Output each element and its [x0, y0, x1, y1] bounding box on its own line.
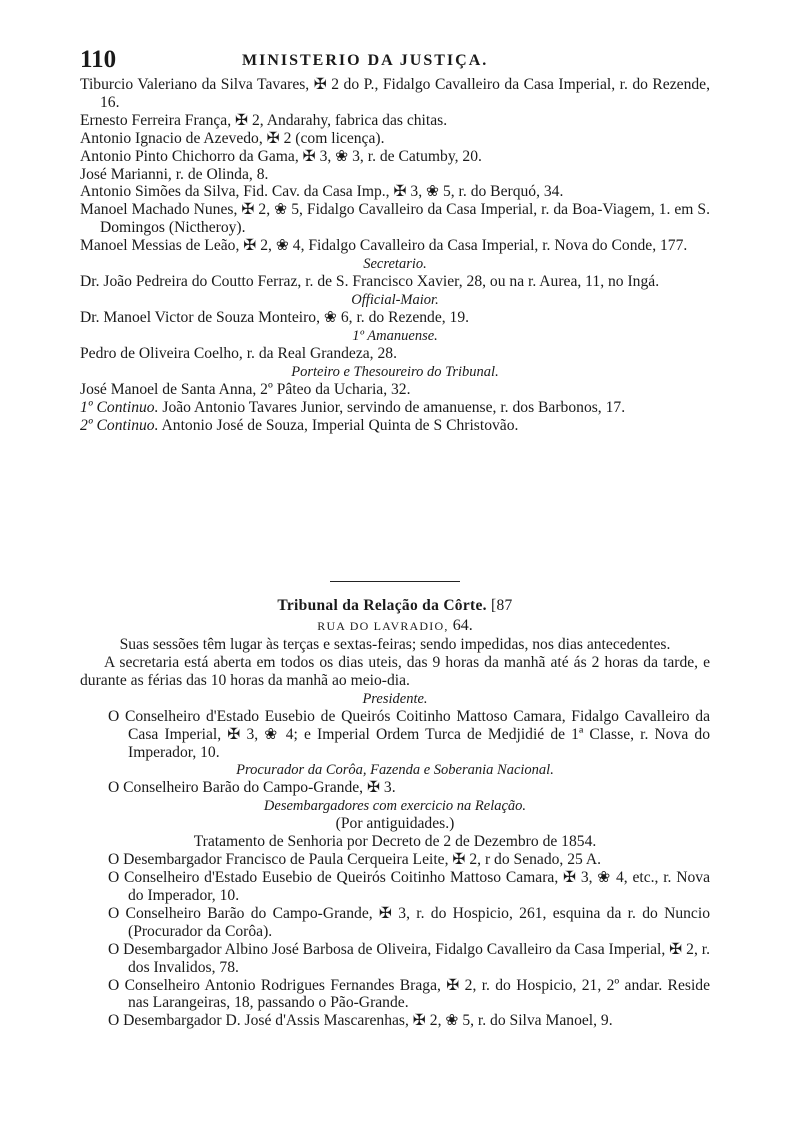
section-heading-amanuense: 1º Amanuense.	[352, 327, 438, 344]
staff-list	[80, 76, 710, 435]
list-item: O Desembargador D. José d'Assis Mascarenhas, ✠ 2, ❀ 5, r. do Silva Manoel, 9.	[108, 1012, 613, 1030]
secretaria-text: A secretaria está aberta em todos os dias uteis, das 9 horas da manhã até ás 2 horas da tarde, e durante as férias das 10 horas da manhã ao meio-dia.	[80, 653, 710, 689]
list-item: Tiburcio Valeriano da Silva Tavares, ✠ 2 do P., Fidalgo Cavalleiro da Casa Imperial, r. do Rezende, 16.	[80, 76, 710, 111]
running-title: MINISTERIO DA JUSTIÇA.	[242, 52, 489, 69]
list-item: O Conselheiro Barão do Campo-Grande, ✠ 3, r. do Hospicio, 261, esquina da r. do Nuncio (Procurador da Corôa).	[108, 904, 710, 940]
continuo-text: Antonio José de Souza, Imperial Quinta de S Christovão.	[161, 416, 519, 434]
sessions-text: Suas sessões têm lugar às terças e sextas-feiras; sendo impedidas, nos dias antecedentes.	[119, 636, 671, 653]
continuo-label: 2º Continuo.	[80, 416, 159, 434]
section-divider	[330, 581, 460, 582]
list-item: Antonio Pinto Chichorro da Gama, ✠ 3, ❀ 3, r. de Catumby, 20.	[80, 147, 482, 165]
tratamento-note: Tratamento de Senhoria por Decreto de 2 de Dezembro de 1854.	[193, 833, 597, 851]
list-item: Manoel Messias de Leão, ✠ 2, ❀ 4, Fidalgo Cavalleiro da Casa Imperial, r. Nova do Conde, 177.	[80, 237, 688, 255]
list-item: Pedro de Oliveira Coelho, r. da Real Grandeza, 28.	[80, 344, 397, 362]
section-heading-secretario: Secretario.	[363, 256, 427, 273]
continuo-text: João Antonio Tavares Junior, servindo de amanuense, r. dos Barbonos, 17.	[162, 398, 626, 416]
tribunal-address	[80, 616, 710, 636]
section-heading-official-maior: Official-Maior.	[351, 291, 439, 308]
list-item	[80, 399, 710, 417]
list-item: Antonio Simões da Silva, Fid. Cav. da Casa Imp., ✠ 3, ❀ 5, r. do Berquó, 34.	[80, 183, 564, 201]
list-item: O Conselheiro d'Estado Eusebio de Queirós Coitinho Mattoso Camara, Fidalgo Cavalleiro da Casa Imperial, ✠ 3, ❀ 4; e Imperial Ordem Turca de Medjidié de 1ª Classe, r. Nova do Imperador, 10.	[108, 707, 710, 761]
tribunal-section	[80, 561, 710, 1030]
list-item: O Conselheiro Barão do Campo-Grande, ✠ 3.	[108, 779, 396, 797]
section-heading-desembargadores: Desembargadores com exercicio na Relação.	[263, 798, 527, 815]
list-item: Ernesto Ferreira França, ✠ 2, Andarahy, fabrica das chitas.	[80, 111, 448, 129]
page-number: 110	[80, 46, 117, 73]
street-number: 64.	[452, 617, 473, 634]
antiguidades-note: (Por antiguidades.)	[335, 815, 455, 833]
page-header	[80, 46, 720, 76]
list-item: Antonio Ignacio de Azevedo, ✠ 2 (com licença).	[80, 129, 385, 147]
tribunal-title	[80, 596, 710, 616]
list-item: Dr. Manoel Victor de Souza Monteiro, ❀ 6, r. do Rezende, 19.	[80, 308, 470, 326]
list-item	[80, 417, 710, 435]
list-item: O Desembargador Francisco de Paula Cerqueira Leite, ✠ 2, r do Senado, 25 A.	[108, 851, 602, 869]
list-item: José Manoel de Santa Anna, 2º Pâteo da Ucharia, 32.	[80, 380, 411, 398]
section-heading-procurador: Procurador da Corôa, Fazenda e Soberania Nacional.	[236, 762, 554, 779]
section-heading-porteiro: Porteiro e Thesoureiro do Tribunal.	[291, 363, 499, 380]
tribunal-note: [87	[491, 597, 513, 614]
list-item: O Conselheiro d'Estado Eusebio de Queirós Coitinho Mattoso Camara, ✠ 3, ❀ 4, etc., r. Nova do Imperador, 10.	[108, 869, 710, 904]
list-item: O Conselheiro Antonio Rodrigues Fernandes Braga, ✠ 2, r. do Hospicio, 21, 2º andar. Reside nas Larangeiras, 18, passando o Pão-Grande.	[108, 976, 710, 1012]
continuo-label: 1º Continuo.	[80, 398, 159, 416]
list-item: Manoel Machado Nunes, ✠ 2, ❀ 5, Fidalgo Cavalleiro da Casa Imperial, r. da Boa-Viagem, 1. em S. Domingos (Nictheroy).	[80, 201, 710, 237]
list-item: Dr. João Pedreira do Coutto Ferraz, r. de S. Francisco Xavier, 28, ou na r. Aurea, 11, no Ingá.	[80, 273, 660, 291]
list-item: O Desembargador Albino José Barbosa de Oliveira, Fidalgo Cavalleiro da Casa Imperial, ✠ 2, r. dos Invalidos, 78.	[108, 940, 710, 976]
street-name: RUA DO LAVRADIO,	[317, 619, 449, 633]
list-item: José Marianni, r. de Olinda, 8.	[80, 165, 269, 183]
section-heading-presidente: Presidente.	[362, 690, 428, 707]
tribunal-title-text: Tribunal da Relação da Côrte.	[277, 597, 487, 614]
